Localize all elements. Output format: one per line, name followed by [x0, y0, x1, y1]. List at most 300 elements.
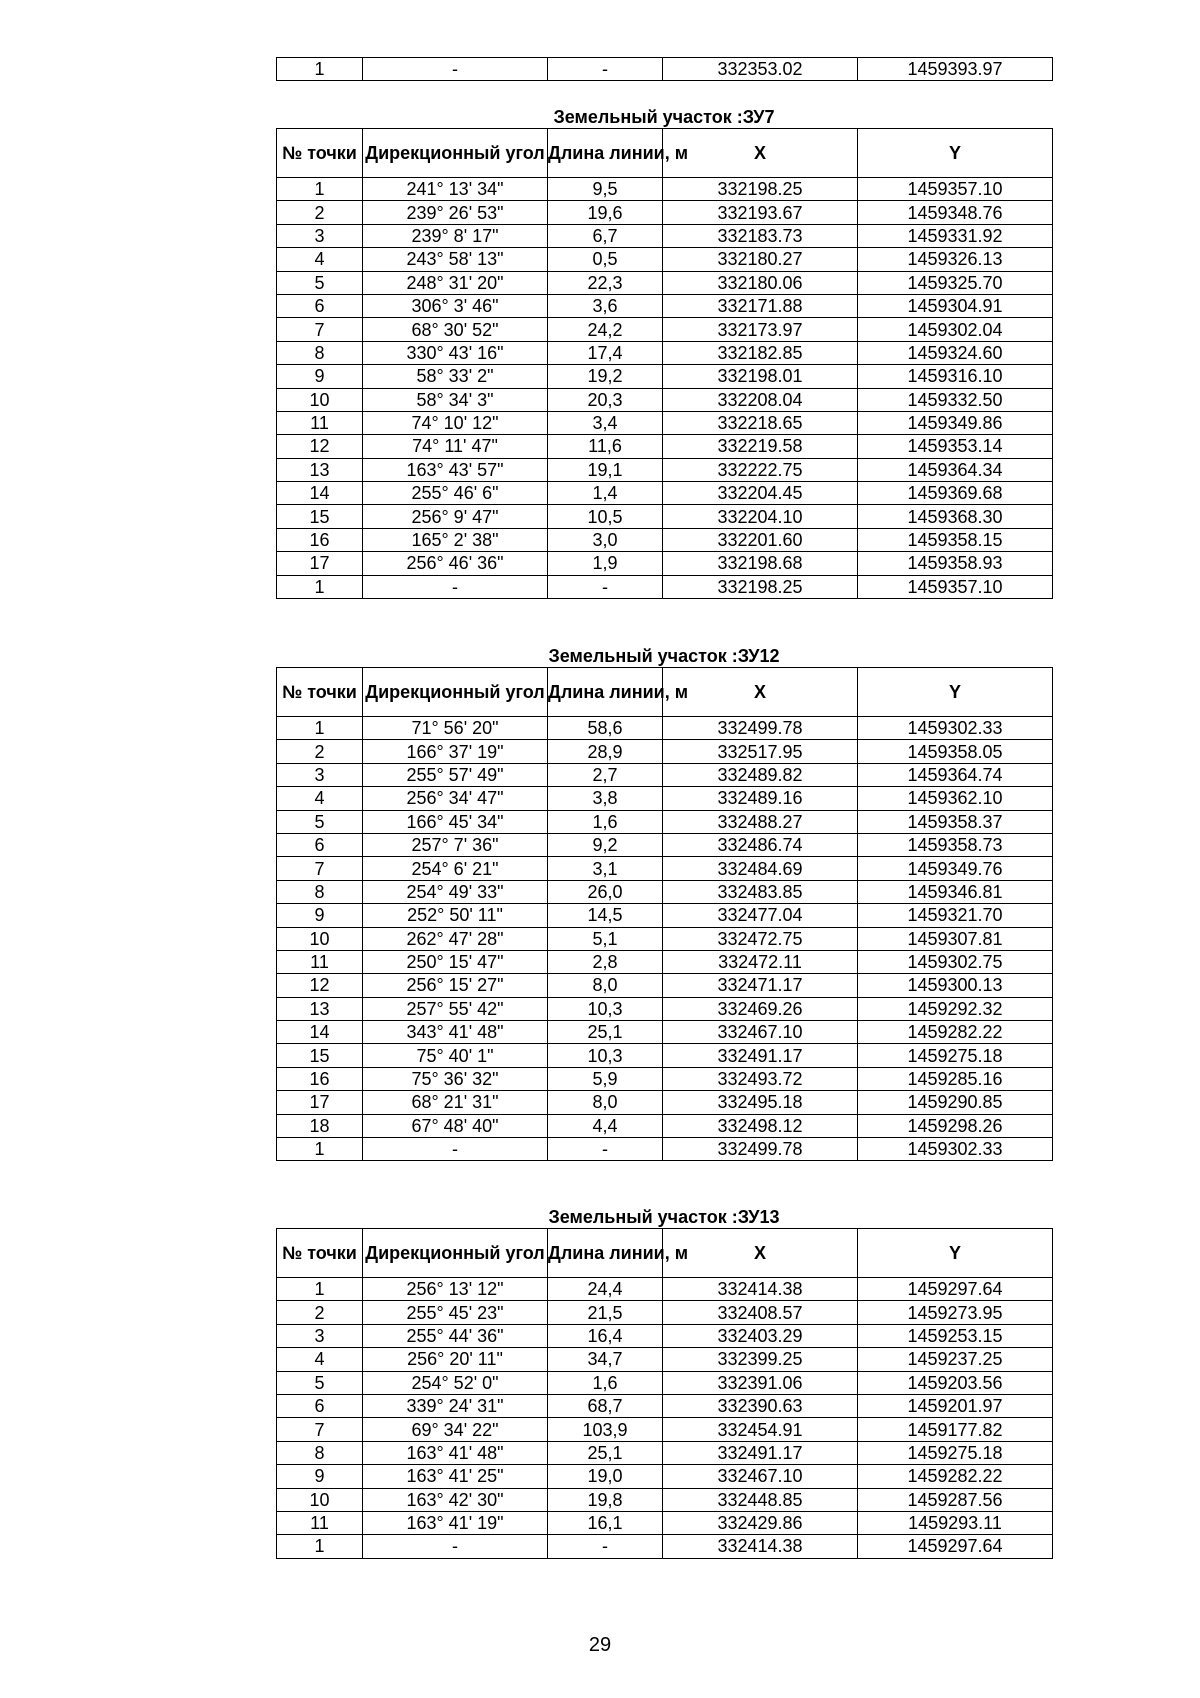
- cell-y: 1459298.26: [858, 1114, 1053, 1137]
- cell-length: 14,5: [548, 904, 663, 927]
- cell-point: 9: [277, 904, 363, 927]
- cell-angle: 74° 10' 12": [363, 411, 548, 434]
- cell-point: 1: [277, 717, 363, 740]
- cell-y: 1459297.64: [858, 1535, 1053, 1558]
- table-row: [277, 1465, 1053, 1488]
- table-row: [277, 880, 1053, 903]
- cell-angle: 262° 47' 28": [363, 927, 548, 950]
- table-row: [277, 833, 1053, 856]
- cell-x: 332477.04: [663, 904, 858, 927]
- cell-x: 332483.85: [663, 880, 858, 903]
- cell-y: 1459369.68: [858, 482, 1053, 505]
- cell-y: 1459316.10: [858, 365, 1053, 388]
- cell-y: 1459324.60: [858, 341, 1053, 364]
- cell-length: 6,7: [548, 224, 663, 247]
- cell-angle: 252° 50' 11": [363, 904, 548, 927]
- table-row: [277, 950, 1053, 973]
- cell-point: 3: [277, 1324, 363, 1347]
- cell-length: 16,1: [548, 1511, 663, 1534]
- table-row: [277, 1394, 1053, 1417]
- header-row: [277, 1229, 1053, 1278]
- cell-point: 13: [277, 997, 363, 1020]
- cell-x: 332173.97: [663, 318, 858, 341]
- cell-length: 10,3: [548, 997, 663, 1020]
- cell-point: 17: [277, 1091, 363, 1114]
- header-length: Длина линии, м: [548, 668, 663, 717]
- cell-x: 332201.60: [663, 528, 858, 551]
- table-row: [277, 763, 1053, 786]
- cell-y: 1459393.97: [858, 58, 1053, 81]
- cell-length: -: [548, 1138, 663, 1161]
- table-row: [277, 528, 1053, 551]
- cell-y: 1459290.85: [858, 1091, 1053, 1114]
- cell-angle: -: [363, 575, 548, 598]
- cell-y: 1459237.25: [858, 1348, 1053, 1371]
- cell-y: 1459358.93: [858, 552, 1053, 575]
- cell-angle: 256° 13' 12": [363, 1278, 548, 1301]
- cell-y: 1459364.74: [858, 763, 1053, 786]
- cell-angle: 58° 34' 3": [363, 388, 548, 411]
- cell-angle: 239° 26' 53": [363, 201, 548, 224]
- cell-x: 332208.04: [663, 388, 858, 411]
- cell-length: 1,6: [548, 1371, 663, 1394]
- cell-point: 13: [277, 458, 363, 481]
- cell-x: 332489.16: [663, 787, 858, 810]
- cell-y: 1459297.64: [858, 1278, 1053, 1301]
- cell-point: 1: [277, 1278, 363, 1301]
- cell-length: 3,6: [548, 294, 663, 317]
- cell-point: 4: [277, 787, 363, 810]
- table-row: [277, 575, 1053, 598]
- cell-length: 25,1: [548, 1021, 663, 1044]
- cell-angle: 256° 34' 47": [363, 787, 548, 810]
- cell-length: 103,9: [548, 1418, 663, 1441]
- cell-y: 1459302.33: [858, 717, 1053, 740]
- cell-x: 332469.26: [663, 997, 858, 1020]
- header-x: X: [663, 129, 858, 178]
- table-row: [277, 1441, 1053, 1464]
- cell-point: 10: [277, 1488, 363, 1511]
- cell-angle: -: [363, 1535, 548, 1558]
- table-row: [277, 1021, 1053, 1044]
- cell-x: 332471.17: [663, 974, 858, 997]
- parcel-section-zu13: [276, 1206, 1053, 1559]
- cell-length: 10,3: [548, 1044, 663, 1067]
- cell-angle: 166° 45' 34": [363, 810, 548, 833]
- cell-length: 4,4: [548, 1114, 663, 1137]
- cell-point: 2: [277, 201, 363, 224]
- table-row: [277, 318, 1053, 341]
- cell-point: 15: [277, 505, 363, 528]
- cell-point: 7: [277, 857, 363, 880]
- cell-length: 22,3: [548, 271, 663, 294]
- cell-point: 14: [277, 482, 363, 505]
- table-row: [277, 1278, 1053, 1301]
- table-row: [277, 904, 1053, 927]
- cell-y: 1459282.22: [858, 1465, 1053, 1488]
- cell-point: 1: [277, 1138, 363, 1161]
- table-row: [277, 1371, 1053, 1394]
- cell-point: 4: [277, 248, 363, 271]
- cell-angle: 343° 41' 48": [363, 1021, 548, 1044]
- cell-point: 18: [277, 1114, 363, 1137]
- header-y: Y: [858, 668, 1053, 717]
- cell-x: 332183.73: [663, 224, 858, 247]
- cell-angle: 255° 57' 49": [363, 763, 548, 786]
- cell-length: -: [548, 58, 663, 81]
- cell-point: 9: [277, 365, 363, 388]
- cell-x: 332486.74: [663, 833, 858, 856]
- cell-y: 1459346.81: [858, 880, 1053, 903]
- cell-angle: 255° 45' 23": [363, 1301, 548, 1324]
- header-row: [277, 129, 1053, 178]
- cell-point: 7: [277, 1418, 363, 1441]
- cell-point: 12: [277, 974, 363, 997]
- coordinates-table: [276, 128, 1053, 599]
- cell-length: 24,2: [548, 318, 663, 341]
- cell-x: 332171.88: [663, 294, 858, 317]
- cell-length: 19,6: [548, 201, 663, 224]
- cell-angle: 254° 49' 33": [363, 880, 548, 903]
- cell-angle: 256° 20' 11": [363, 1348, 548, 1371]
- cell-y: 1459253.15: [858, 1324, 1053, 1347]
- table-row: [277, 341, 1053, 364]
- cell-angle: 256° 46' 36": [363, 552, 548, 575]
- cell-length: 25,1: [548, 1441, 663, 1464]
- cell-x: 332414.38: [663, 1535, 858, 1558]
- cell-angle: 254° 52' 0": [363, 1371, 548, 1394]
- cell-point: 16: [277, 528, 363, 551]
- table-row: [277, 482, 1053, 505]
- table-row: [277, 1418, 1053, 1441]
- header-length: Длина линии, м: [548, 129, 663, 178]
- cell-angle: 255° 46' 6": [363, 482, 548, 505]
- cell-y: 1459331.92: [858, 224, 1053, 247]
- cell-angle: 250° 15' 47": [363, 950, 548, 973]
- cell-length: 3,4: [548, 411, 663, 434]
- cell-x: 332489.82: [663, 763, 858, 786]
- cell-x: 332353.02: [663, 58, 858, 81]
- cell-y: 1459201.97: [858, 1394, 1053, 1417]
- cell-y: 1459358.73: [858, 833, 1053, 856]
- cell-x: 332390.63: [663, 1394, 858, 1417]
- cell-angle: 68° 30' 52": [363, 318, 548, 341]
- cell-x: 332198.68: [663, 552, 858, 575]
- section-title: Земельный участок :ЗУ7: [553, 107, 775, 127]
- cell-point: 3: [277, 763, 363, 786]
- cell-x: 332454.91: [663, 1418, 858, 1441]
- cell-length: 1,9: [548, 552, 663, 575]
- cell-x: 332472.75: [663, 927, 858, 950]
- cell-x: 332182.85: [663, 341, 858, 364]
- cell-length: 5,1: [548, 927, 663, 950]
- cell-x: 332467.10: [663, 1021, 858, 1044]
- cell-point: 1: [277, 178, 363, 201]
- cell-x: 332204.45: [663, 482, 858, 505]
- cell-length: 2,7: [548, 763, 663, 786]
- cell-length: -: [548, 575, 663, 598]
- cell-angle: 241° 13' 34": [363, 178, 548, 201]
- cell-length: 19,0: [548, 1465, 663, 1488]
- table-row: [277, 365, 1053, 388]
- cell-length: 0,5: [548, 248, 663, 271]
- cell-length: 3,8: [548, 787, 663, 810]
- cell-point: 16: [277, 1067, 363, 1090]
- cell-length: 34,7: [548, 1348, 663, 1371]
- table-row: [277, 435, 1053, 458]
- cell-y: 1459300.13: [858, 974, 1053, 997]
- cell-length: 10,5: [548, 505, 663, 528]
- parcel-section-zu12: [276, 645, 1053, 1161]
- cell-point: 17: [277, 552, 363, 575]
- table-row: [277, 1324, 1053, 1347]
- cell-x: 332498.12: [663, 1114, 858, 1137]
- cell-angle: 163° 42' 30": [363, 1488, 548, 1511]
- cell-angle: 163° 41' 48": [363, 1441, 548, 1464]
- cell-x: 332429.86: [663, 1511, 858, 1534]
- table-row: [277, 248, 1053, 271]
- cell-point: 1: [277, 575, 363, 598]
- cell-y: 1459353.14: [858, 435, 1053, 458]
- table-row: [277, 1138, 1053, 1161]
- cell-y: 1459273.95: [858, 1301, 1053, 1324]
- cell-length: 11,6: [548, 435, 663, 458]
- cell-angle: 243° 58' 13": [363, 248, 548, 271]
- cell-length: 28,9: [548, 740, 663, 763]
- cell-y: 1459292.32: [858, 997, 1053, 1020]
- table-row: [277, 1348, 1053, 1371]
- cell-length: 16,4: [548, 1324, 663, 1347]
- cell-y: 1459358.05: [858, 740, 1053, 763]
- cell-angle: 166° 37' 19": [363, 740, 548, 763]
- cell-length: 9,2: [548, 833, 663, 856]
- cell-angle: 163° 43' 57": [363, 458, 548, 481]
- cell-angle: 306° 3' 46": [363, 294, 548, 317]
- cell-x: 332218.65: [663, 411, 858, 434]
- table-row: [277, 1488, 1053, 1511]
- cell-angle: 256° 15' 27": [363, 974, 548, 997]
- cell-length: 8,0: [548, 1091, 663, 1114]
- cell-x: 332467.10: [663, 1465, 858, 1488]
- cell-x: 332391.06: [663, 1371, 858, 1394]
- cell-length: 2,8: [548, 950, 663, 973]
- cell-length: 24,4: [548, 1278, 663, 1301]
- section-title: Земельный участок :ЗУ13: [548, 1207, 780, 1227]
- cell-angle: 248° 31' 20": [363, 271, 548, 294]
- cell-angle: -: [363, 58, 548, 81]
- cell-angle: 75° 36' 32": [363, 1067, 548, 1090]
- header-point: № точки: [277, 668, 363, 717]
- cell-angle: 75° 40' 1": [363, 1044, 548, 1067]
- header-length: Длина линии, м: [548, 1229, 663, 1278]
- cell-point: 8: [277, 341, 363, 364]
- cell-y: 1459358.37: [858, 810, 1053, 833]
- coordinates-table: [276, 57, 1053, 81]
- cell-x: 332517.95: [663, 740, 858, 763]
- cell-point: 1: [277, 1535, 363, 1558]
- cell-angle: 254° 6' 21": [363, 857, 548, 880]
- cell-length: 9,5: [548, 178, 663, 201]
- cell-length: 1,4: [548, 482, 663, 505]
- cell-x: 332488.27: [663, 810, 858, 833]
- cell-angle: 68° 21' 31": [363, 1091, 548, 1114]
- cell-point: 11: [277, 411, 363, 434]
- cell-length: 19,2: [548, 365, 663, 388]
- header-angle: Дирекционный угол: [363, 668, 548, 717]
- cell-y: 1459326.13: [858, 248, 1053, 271]
- cell-angle: 330° 43' 16": [363, 341, 548, 364]
- cell-point: 12: [277, 435, 363, 458]
- cell-x: 332499.78: [663, 717, 858, 740]
- cell-point: 9: [277, 1465, 363, 1488]
- cell-length: 19,8: [548, 1488, 663, 1511]
- cell-x: 332222.75: [663, 458, 858, 481]
- cell-y: 1459177.82: [858, 1418, 1053, 1441]
- table-row: [277, 224, 1053, 247]
- header-angle: Дирекционный угол: [363, 129, 548, 178]
- cell-point: 6: [277, 833, 363, 856]
- cell-x: 332414.38: [663, 1278, 858, 1301]
- cell-point: 8: [277, 1441, 363, 1464]
- table-row: [277, 178, 1053, 201]
- cell-point: 6: [277, 1394, 363, 1417]
- table-row: [277, 997, 1053, 1020]
- cell-x: 332198.01: [663, 365, 858, 388]
- cell-angle: 339° 24' 31": [363, 1394, 548, 1417]
- cell-angle: -: [363, 1138, 548, 1161]
- cell-angle: 163° 41' 25": [363, 1465, 548, 1488]
- cell-point: 5: [277, 271, 363, 294]
- cell-length: 1,6: [548, 810, 663, 833]
- cell-y: 1459348.76: [858, 201, 1053, 224]
- parcel-section-zu7: [276, 106, 1053, 599]
- cell-y: 1459364.34: [858, 458, 1053, 481]
- cell-length: 17,4: [548, 341, 663, 364]
- cell-y: 1459287.56: [858, 1488, 1053, 1511]
- cell-point: 5: [277, 1371, 363, 1394]
- coordinates-table: [276, 667, 1053, 1161]
- cell-x: 332472.11: [663, 950, 858, 973]
- cell-x: 332193.67: [663, 201, 858, 224]
- table-row: [277, 271, 1053, 294]
- cell-angle: 256° 9' 47": [363, 505, 548, 528]
- cell-point: 5: [277, 810, 363, 833]
- cell-angle: 239° 8' 17": [363, 224, 548, 247]
- cell-y: 1459275.18: [858, 1044, 1053, 1067]
- cell-length: 19,1: [548, 458, 663, 481]
- coordinates-table: [276, 1228, 1053, 1559]
- cell-length: 68,7: [548, 1394, 663, 1417]
- cell-y: 1459357.10: [858, 575, 1053, 598]
- cell-angle: 74° 11' 47": [363, 435, 548, 458]
- cell-y: 1459302.33: [858, 1138, 1053, 1161]
- cell-y: 1459203.56: [858, 1371, 1053, 1394]
- cell-point: 10: [277, 927, 363, 950]
- cell-point: 15: [277, 1044, 363, 1067]
- table-row: [277, 740, 1053, 763]
- table-row: [277, 411, 1053, 434]
- cell-x: 332408.57: [663, 1301, 858, 1324]
- cell-x: 332399.25: [663, 1348, 858, 1371]
- cell-length: 58,6: [548, 717, 663, 740]
- header-angle: Дирекционный угол: [363, 1229, 548, 1278]
- cell-length: 3,1: [548, 857, 663, 880]
- page-number: 29: [588, 1634, 612, 1656]
- cell-x: 332493.72: [663, 1067, 858, 1090]
- cell-y: 1459307.81: [858, 927, 1053, 950]
- cell-x: 332204.10: [663, 505, 858, 528]
- table-row: [277, 787, 1053, 810]
- cell-y: 1459358.15: [858, 528, 1053, 551]
- cell-x: 332495.18: [663, 1091, 858, 1114]
- table-row: [277, 294, 1053, 317]
- cell-point: 1: [277, 58, 363, 81]
- cell-angle: 67° 48' 40": [363, 1114, 548, 1137]
- table-row: [277, 458, 1053, 481]
- cell-x: 332403.29: [663, 1324, 858, 1347]
- cell-angle: 69° 34' 22": [363, 1418, 548, 1441]
- cell-x: 332180.27: [663, 248, 858, 271]
- cell-x: 332219.58: [663, 435, 858, 458]
- cell-angle: 58° 33' 2": [363, 365, 548, 388]
- table-row: [277, 1511, 1053, 1534]
- cell-y: 1459304.91: [858, 294, 1053, 317]
- cell-y: 1459362.10: [858, 787, 1053, 810]
- table-row: [277, 1067, 1053, 1090]
- cell-y: 1459285.16: [858, 1067, 1053, 1090]
- cell-length: 8,0: [548, 974, 663, 997]
- cell-x: 332491.17: [663, 1441, 858, 1464]
- cell-y: 1459321.70: [858, 904, 1053, 927]
- header-point: № точки: [277, 1229, 363, 1278]
- cell-length: 21,5: [548, 1301, 663, 1324]
- table-row: [277, 974, 1053, 997]
- cell-angle: 257° 7' 36": [363, 833, 548, 856]
- cell-point: 7: [277, 318, 363, 341]
- cell-y: 1459302.75: [858, 950, 1053, 973]
- cell-angle: 71° 56' 20": [363, 717, 548, 740]
- header-point: № точки: [277, 129, 363, 178]
- cell-y: 1459293.11: [858, 1511, 1053, 1534]
- table-row: [277, 58, 1053, 81]
- cell-length: 26,0: [548, 880, 663, 903]
- cell-point: 2: [277, 1301, 363, 1324]
- cell-x: 332499.78: [663, 1138, 858, 1161]
- table-row: [277, 552, 1053, 575]
- cell-point: 2: [277, 740, 363, 763]
- table-row: [277, 1091, 1053, 1114]
- cell-point: 11: [277, 950, 363, 973]
- table-row: [277, 1535, 1053, 1558]
- cell-y: 1459282.22: [858, 1021, 1053, 1044]
- cell-y: 1459368.30: [858, 505, 1053, 528]
- cell-x: 332448.85: [663, 1488, 858, 1511]
- table-row: [277, 810, 1053, 833]
- cell-point: 6: [277, 294, 363, 317]
- cell-length: -: [548, 1535, 663, 1558]
- cell-point: 11: [277, 1511, 363, 1534]
- cell-point: 3: [277, 224, 363, 247]
- table-row: [277, 857, 1053, 880]
- table-row: [277, 201, 1053, 224]
- cell-angle: 163° 41' 19": [363, 1511, 548, 1534]
- cell-point: 8: [277, 880, 363, 903]
- cell-point: 4: [277, 1348, 363, 1371]
- cell-x: 332484.69: [663, 857, 858, 880]
- header-x: X: [663, 1229, 858, 1278]
- table-row: [277, 505, 1053, 528]
- cell-y: 1459357.10: [858, 178, 1053, 201]
